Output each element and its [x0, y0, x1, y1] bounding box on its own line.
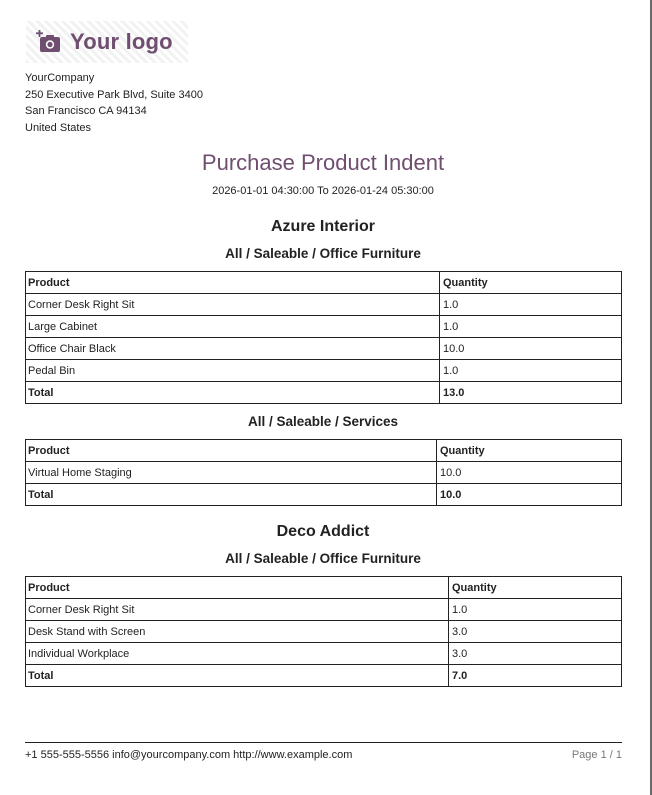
product-cell: Individual Workplace	[26, 643, 449, 665]
company-street: 250 Executive Park Blvd, Suite 3400	[25, 88, 203, 101]
table-total-row	[26, 665, 622, 687]
product-cell: Office Chair Black	[26, 338, 440, 360]
total-value: 7.0	[449, 665, 622, 687]
table-total-row	[26, 382, 622, 404]
report-title: Purchase Product Indent	[201, 150, 445, 175]
footer-divider	[25, 742, 622, 743]
column-header-product: Product	[26, 272, 440, 294]
quantity-cell: 1.0	[440, 360, 622, 382]
quantity-cell: 1.0	[440, 294, 622, 316]
logo-text: Your logo	[70, 29, 173, 54]
column-header-quantity: Quantity	[437, 440, 622, 462]
company-name: YourCompany	[25, 72, 95, 84]
quantity-cell: 1.0	[449, 599, 622, 621]
table-header-row	[26, 272, 622, 294]
category-heading: All / Saleable / Services	[247, 414, 399, 429]
page-number: Page 1 / 1	[571, 749, 622, 761]
category-heading: All / Saleable / Office Furniture	[225, 246, 421, 261]
partner-heading: Azure Interior	[270, 218, 375, 235]
company-city: San Francisco CA 94134	[25, 105, 147, 117]
quantity-cell: 3.0	[449, 643, 622, 665]
table-header-row	[26, 577, 622, 599]
product-table	[25, 439, 622, 506]
column-header-product: Product	[26, 440, 437, 462]
column-header-product: Product	[26, 577, 449, 599]
product-cell: Desk Stand with Screen	[26, 621, 449, 643]
table-row	[26, 599, 622, 621]
product-table	[25, 576, 622, 687]
quantity-cell: 1.0	[440, 316, 622, 338]
company-logo	[26, 21, 188, 63]
product-cell: Pedal Bin	[26, 360, 440, 382]
camera-plus-icon	[36, 30, 62, 54]
product-cell: Large Cabinet	[26, 316, 440, 338]
product-cell: Corner Desk Right Sit	[26, 599, 449, 621]
footer-contact: +1 555-555-5556 info@yourcompany.com http://www.example.com	[25, 749, 353, 761]
quantity-cell: 10.0	[440, 338, 622, 360]
total-value: 13.0	[440, 382, 622, 404]
table-total-row	[26, 484, 622, 506]
table-row	[26, 360, 622, 382]
total-label: Total	[26, 665, 449, 687]
total-label: Total	[26, 382, 440, 404]
table-row	[26, 643, 622, 665]
total-label: Total	[26, 484, 437, 506]
company-country: United States	[25, 121, 92, 134]
product-cell: Virtual Home Staging	[26, 462, 437, 484]
product-table	[25, 271, 622, 404]
table-row	[26, 316, 622, 338]
total-value: 10.0	[437, 484, 622, 506]
company-address	[25, 70, 203, 136]
partner-heading: Deco Addict	[276, 523, 370, 540]
table-row	[26, 621, 622, 643]
category-heading: All / Saleable / Office Furniture	[225, 551, 421, 566]
table-row	[26, 294, 622, 316]
product-cell: Corner Desk Right Sit	[26, 294, 440, 316]
report-date-range: 2026-01-01 04:30:00 To 2026-01-24 05:30:00	[212, 185, 434, 197]
quantity-cell: 3.0	[449, 621, 622, 643]
table-row	[26, 462, 622, 484]
table-header-row	[26, 440, 622, 462]
quantity-cell: 10.0	[437, 462, 622, 484]
column-header-quantity: Quantity	[440, 272, 622, 294]
column-header-quantity: Quantity	[449, 577, 622, 599]
table-row	[26, 338, 622, 360]
